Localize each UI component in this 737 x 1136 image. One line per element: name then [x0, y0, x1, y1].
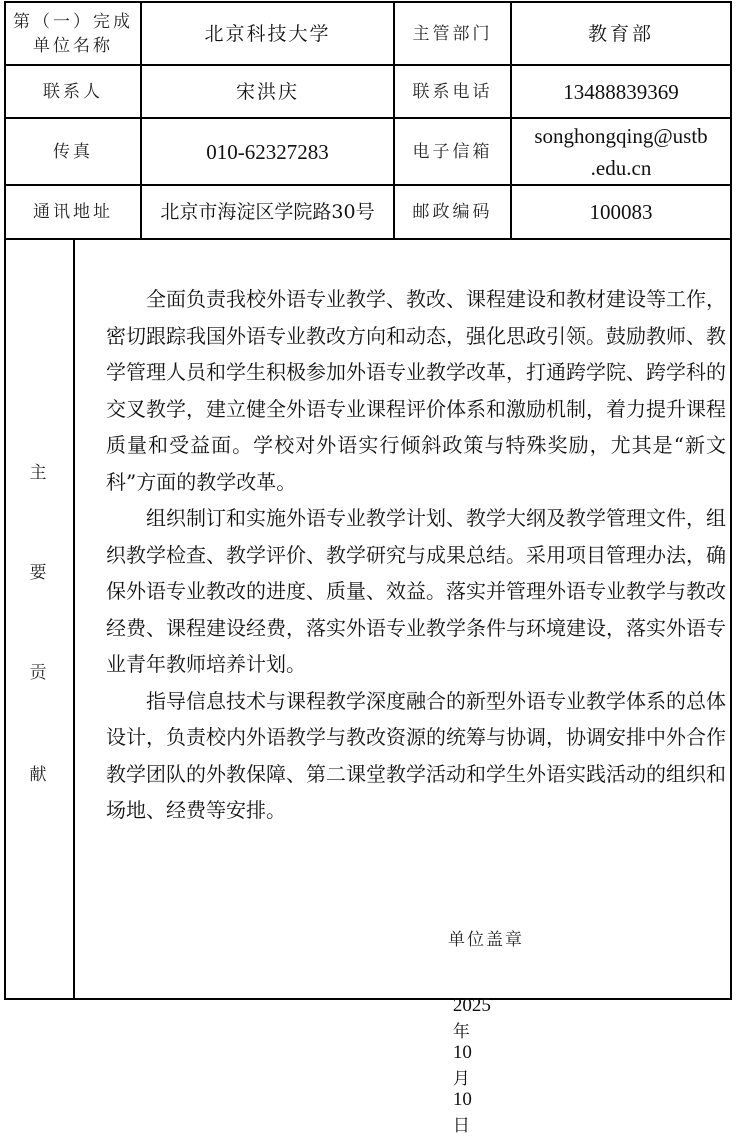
email-value-line1: songhongqing@ustb [534, 123, 708, 148]
unit-seal-label: 单位盖章 [448, 930, 524, 950]
date-month-unit: 月 [452, 1069, 470, 1089]
table-bottom-divider [4, 238, 732, 240]
side-label-char-1: 主 [29, 463, 47, 483]
contribution-paragraph-2: 组织制订和实施外语专业教学计划、教学大纲及教学管理文件，组织教学检查、教学评价、教学研究与成果总结。采用项目管理办法，确保外语专业教改的进度、质量、效益。落实并管理外语专业教学与教改经费、课程建设经费，落实外语专业教学条件与环境建设，落实外语专业青年教师培养计划。 [106, 506, 726, 676]
email-value-line2: .edu.cn [590, 155, 652, 180]
unit-name-label-line1: 第（一）完成 [13, 11, 133, 32]
fax-label: 传真 [53, 141, 93, 162]
contact-person-label: 联系人 [43, 81, 103, 102]
side-label-char-3: 贡 [29, 663, 47, 683]
contribution-text [106, 281, 726, 829]
email-value [512, 119, 730, 184]
unit-name-value: 北京科技大学 [204, 22, 331, 45]
signature-date [442, 975, 491, 1136]
unit-name-label [6, 3, 140, 64]
postcode-label: 邮政编码 [412, 202, 493, 222]
side-label-char-2: 要 [29, 563, 47, 583]
side-label-char-4: 献 [29, 765, 47, 785]
contribution-paragraph-1: 全面负责我校外语专业教学、教改、课程建设和教材建设等工作，密切跟踪我国外语专业教改方向和动态，强化思政引领。鼓励教师、教学管理人员和学生积极参加外语专业教学改革，打通跨学院、跨学科的交叉教学，建立健全外语专业课程评价体系和激励机制，着力提升课程质量和受益面。学校对外语实行倾斜政策与特殊奖励，尤其是“新文科”方面的教学改革。 [106, 287, 726, 494]
contact-phone-value: 13488839369 [563, 79, 679, 104]
email-label: 电子信箱 [412, 141, 493, 162]
supervising-dept-label: 主管部门 [412, 23, 493, 44]
unit-name-label-line2: 单位名称 [33, 35, 113, 56]
date-year: 2025 [452, 995, 491, 1016]
contribution-paragraph-3: 指导信息技术与课程教学深度融合的新型外语专业教学体系的总体设计，负责校内外语教学与教改资源的统筹与协调，协调安排中外合作教学团队的外教保障、第二课堂教学活动和学生外语实践活动的组织和场地、经费等安排。 [106, 688, 726, 822]
postcode-value: 100083 [589, 200, 653, 224]
address-label: 通讯地址 [33, 202, 113, 222]
date-month: 10 [452, 1042, 472, 1063]
date-day: 10 [452, 1089, 472, 1110]
date-year-unit: 年 [452, 1022, 470, 1042]
side-column-divider [73, 238, 75, 1000]
supervising-dept-value: 教育部 [587, 22, 654, 45]
contact-phone-label: 联系电话 [412, 81, 493, 102]
contact-person-value: 宋洪庆 [235, 80, 299, 103]
date-day-unit: 日 [452, 1116, 470, 1136]
fax-value: 010-62327283 [206, 139, 329, 164]
address-value: 北京市海淀区学院路30号 [160, 201, 375, 223]
